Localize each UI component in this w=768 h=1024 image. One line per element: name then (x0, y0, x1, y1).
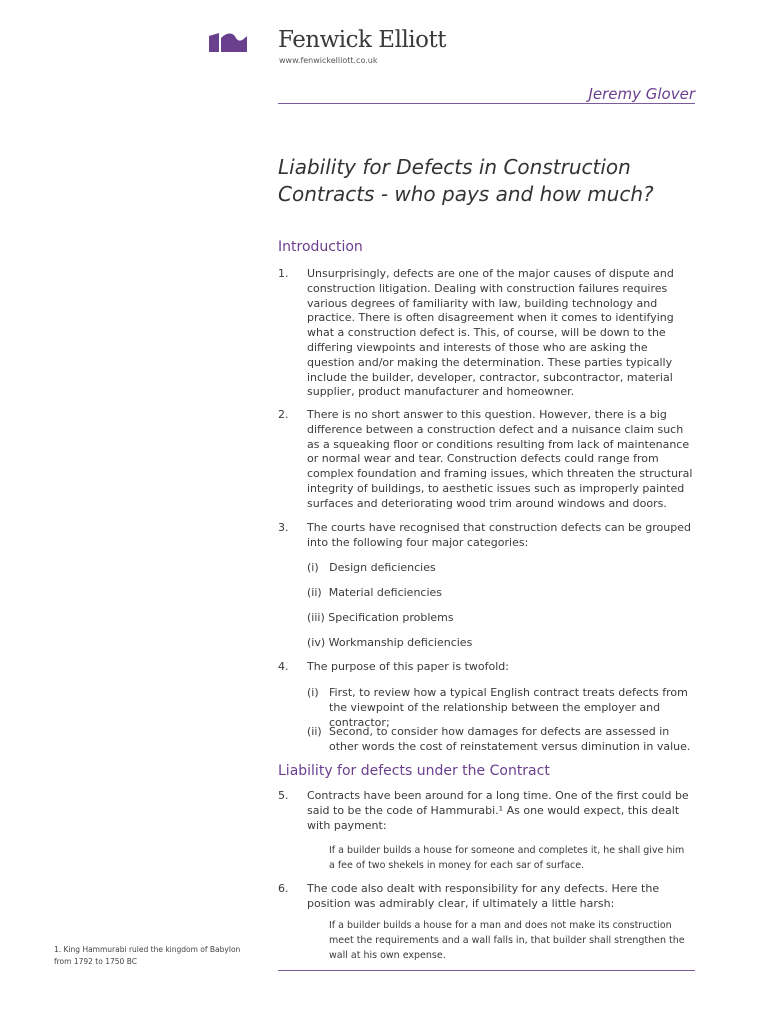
numbered-paragraph (278, 267, 698, 400)
title-line: Contracts - who pays and how much? (278, 182, 654, 206)
purpose-number: (ii) (307, 725, 322, 738)
category-number: (ii) (307, 586, 322, 599)
category-number: (i) (307, 561, 319, 574)
paragraph-text: The courts have recognised that construction defects can be grouped into the following four major categories: (307, 521, 691, 549)
paragraph-text: Contracts have been around for a long time. One of the first could be said to be the code of Hammurabi.¹ As one would expect, this dealt with payment: (307, 789, 689, 832)
paragraph-number: 3. (278, 521, 289, 534)
paragraph-number: 1. (278, 267, 289, 280)
footnote: 1. King Hammurabi ruled the kingdom of Babylon from 1792 to 1750 BC (54, 945, 241, 966)
numbered-paragraph (278, 521, 698, 551)
header-divider (278, 103, 695, 104)
purpose-text: Second, to consider how damages for defects are assessed in other words the cost of reinstatement versus diminution in value. (329, 725, 691, 753)
category-item (307, 561, 436, 574)
author-name: Jeremy Glover (588, 85, 695, 103)
fenwick-elliott-logo-icon (209, 32, 247, 52)
footer-divider (278, 970, 695, 971)
paragraph-text: The code also dealt with responsibility for any defects. Here the position was admirably clear, if ultimately a little harsh: (307, 882, 660, 910)
brand-url[interactable]: www.fenwickelliott.co.uk (279, 56, 378, 65)
paragraph-number: 4. (278, 660, 289, 673)
category-item (307, 636, 472, 649)
purpose-item (307, 686, 699, 730)
paragraph-text: The purpose of this paper is twofold: (307, 660, 509, 673)
category-text: Specification problems (328, 611, 454, 624)
paragraph-text: Unsurprisingly, defects are one of the major causes of dispute and construction litigation. Dealing with construction failures requires various degrees of familiarity with law, building technology and practice. There is often disagreement when it comes to identifying what a construction defect is. This, of course, will be down to the differing viewpoints and interests of those who are asking the question and/or making the determination. These parties typically include the builder, developer, contractor, subcontractor, material supplier, product manufacturer and homeowner. (307, 267, 674, 399)
purpose-item (307, 725, 699, 755)
purpose-text: First, to review how a typical English contract treats defects from the viewpoint of the relationship between the employer and contractor; (329, 686, 688, 729)
paragraph-number: 5. (278, 789, 289, 802)
purpose-number: (i) (307, 686, 319, 699)
numbered-paragraph (278, 408, 698, 512)
document-title (278, 154, 718, 208)
category-text: Workmanship deficiencies (328, 636, 473, 649)
category-text: Design deficiencies (329, 561, 436, 574)
paragraph-number: 6. (278, 882, 289, 895)
category-number: (iv) (307, 636, 326, 649)
title-line: Liability for Defects in Construction (278, 155, 631, 179)
section-heading-liability: Liability for defects under the Contract (278, 763, 550, 779)
numbered-paragraph (278, 660, 698, 675)
numbered-paragraph (278, 882, 698, 912)
numbered-paragraph (278, 789, 698, 833)
category-text: Material deficiencies (328, 586, 443, 599)
category-item (307, 611, 454, 624)
brand-name: Fenwick Elliott (278, 27, 446, 53)
paragraph-text: There is no short answer to this question. However, there is a big difference between a construction defect and a nuisance claim such as a squeaking floor or conditions resulting from lack of maintenance or normal wear and tear. Construction defects could range from complex foundation and framing issues, which threaten the structural integrity of buildings, to aesthetic issues such as improperly painted surfaces and deteriorating wood trim around windows and doors. (307, 408, 693, 510)
block-quote: If a builder builds a house for someone and completes it, he shall give him a fee of two shekels in money for each sar of surface. (329, 845, 685, 871)
category-number: (iii) (307, 611, 325, 624)
category-item (307, 586, 442, 599)
block-quote: If a builder builds a house for a man and does not make its construction meet the requirements and a wall falls in, that builder shall strengthen the wall at his own expense. (329, 920, 685, 961)
paragraph-number: 2. (278, 408, 289, 421)
section-heading-introduction: Introduction (278, 239, 363, 255)
